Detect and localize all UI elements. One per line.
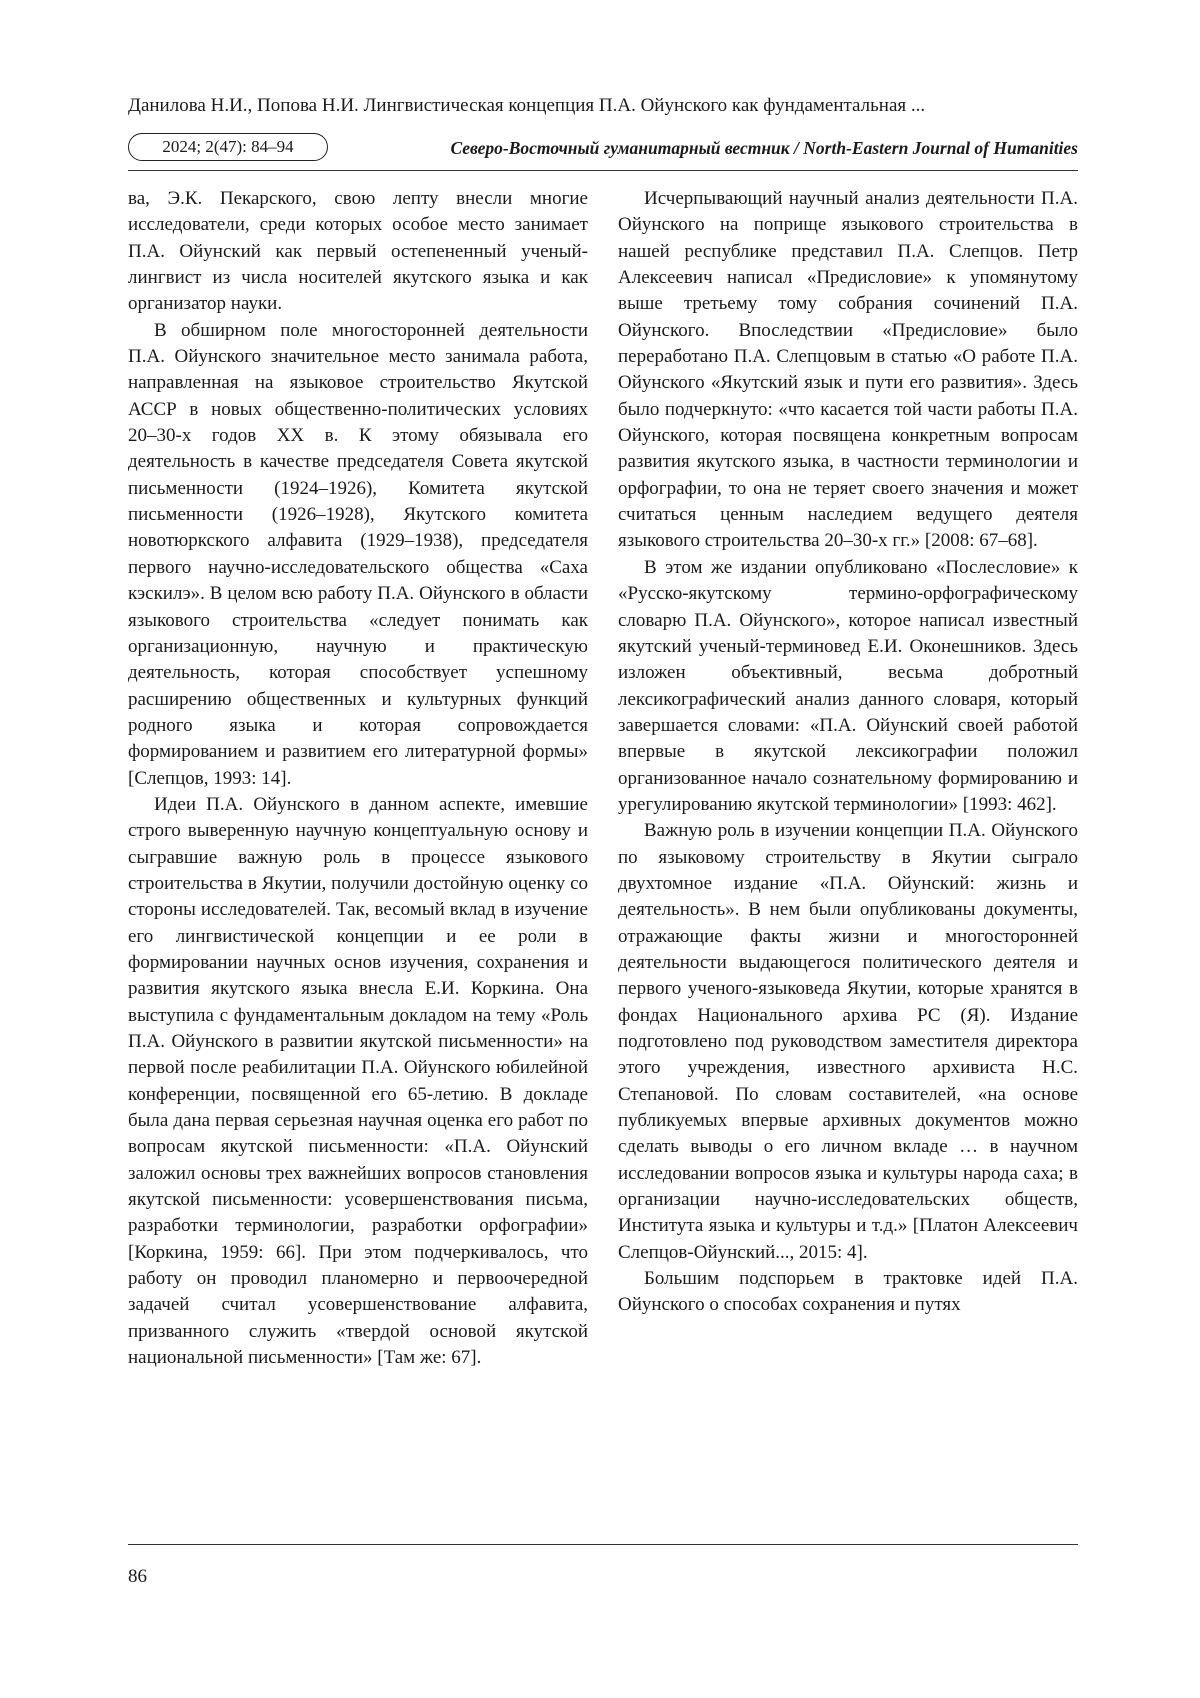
paragraph: Важную роль в изучении концепции П.А. Ойунского по языковому строительству в Якутии сыграло двухтомное издание «П.А. Ойунский: жизнь и деятельность». В нем были опубликованы документы, отражающие факты жизни и многосторонней деятельности выдающегося политического деятеля и первого ученого-языковеда Якутии, которые хранятся в фондах Национального архива РС (Я). Издание подготовлено под руководством заместителя директора этого учреждения, известного архивиста Н.С. Степановой. По словам составителей, «на основе публикуемых впервые архивных документов можно сделать выводы о его личном вкладе … в научном исследовании вопросов языка и культуры народа саха; в организации научно-исследовательских обществ, Института языка и культуры и т.д.» [Платон Алексеевич Слепцов-Ойунский..., 2015: 4]. [618, 820, 1078, 1263]
paragraph: В обширном поле многосторонней деятельности П.А. Ойунского значительное место занимала работа, направленная на языковое строительство Якутской АССР в новых общественно-политических условиях 20–30-х годов XX в. К этому обязывала его деятельность в качестве председателя Совета якутской письменности (1924–1926), Комитета якутской письменности (1926–1928), Якутского комитета новотюркского алфавита (1929–1938), председателя первого научно-исследовательского общества «Саха кэскилэ». В целом всю работу П.А. Ойунского в области языкового строительства «следует понимать как организационную, научную и практическую деятельность, которая способствует успешному расширению общественных и культурных функций родного языка и которая сопровождается формированием и развитием его литературной формы» [Слепцов, 1993: 14]. [128, 319, 588, 789]
journal-title: Северо-Восточный гуманитарный вестник / North-Eastern Journal of Humanities [450, 138, 1078, 158]
running-title: Данилова Н.И., Попова Н.И. Лингвистическая концепция П.А. Ойунского как фундаментальная ... [128, 95, 926, 116]
paragraph: Идеи П.А. Ойунского в данном аспекте, имевшие строго выверенную научную концептуальную основу и сыгравшие важную роль в процессе языкового строительства в Якутии, получили достойную оценку со стороны исследователей. Так, весомый вклад в изучение его лингвистической концепции и ее роли в формировании научных основ изучения, сохранения и развития якутского языка внесла Е.И. Коркина. Она выступила с фундаментальным докладом на тему «Роль П.А. Ойунского в развитии якутской письменности» на первой после реабилитации П.А. Ойунского юбилейной конференции, посвященной его 65-летию. В докладе была дана первая серьезная научная оценка его работ по вопросам якутской письменности: «П.А. Ойунский заложил основы трех важнейших вопросов становления якутской письменности: усовершенствования письма, разработки терминологии, разработки орфографии» [Коркина, 1959: 66]. При этом подчеркивалось, что работу он проводил планомерно и первоочередной задачей считал усовершенствование алфавита, призванного служить «твердой основой якутской национальной письменности» [Там же: 67]. [128, 793, 588, 1369]
paragraph: ва, Э.К. Пекарского, свою лепту внесли многие исследователи, среди которых особое место занимает П.А. Ойунский как первый остепененный ученый-лингвист из числа носителей якутского языка и как организатор науки. [128, 188, 588, 315]
paragraph: Исчерпывающий научный анализ деятельности П.А. Ойунского на поприще языкового строительства в нашей республике представил П.А. Слепцов. Петр Алексеевич написал «Предисловие» к упомянутому выше третьему тому собрания сочинений П.А. Ойунского. Впоследствии «Предисловие» было переработано П.А. Слепцовым в статью «О работе П.А. Ойунского «Якутский язык и пути его развития». Здесь было подчеркнуто: «что касается той части работы П.А. Ойунского, которая посвящена конкретным вопросам развития якутского языка, в частности терминологии и орфографии, то она не теряет своего значения и может считаться ценным наследием ведущего деятеля языкового строительства 20–30-х гг.» [2008: 67–68]. [618, 188, 1078, 552]
footer-rule [128, 1544, 1078, 1545]
issue-badge: 2024; 2(47): 84–94 [128, 133, 328, 161]
right-column [618, 186, 1078, 1536]
page-number: 86 [128, 1566, 147, 1587]
left-column [128, 186, 588, 1536]
header-rule [128, 170, 1078, 171]
paragraph: В этом же издании опубликовано «Послесловие» к «Русско-якутскому термино-орфографическому словарю П.А. Ойунского», которое написал известный якутский ученый-терминовед Е.И. Оконешников. Здесь изложен объективный, весьма добротный лексикографический анализ данного словаря, который завершается словами: «П.А. Ойунский своей работой впервые в якутской лексикографии положил организованное начало сознательному формированию и урегулированию якутской терминологии» [1993: 462]. [618, 556, 1078, 815]
paragraph: Большим подспорьем в трактовке идей П.А. Ойунского о способах сохранения и путях [618, 1268, 1078, 1316]
